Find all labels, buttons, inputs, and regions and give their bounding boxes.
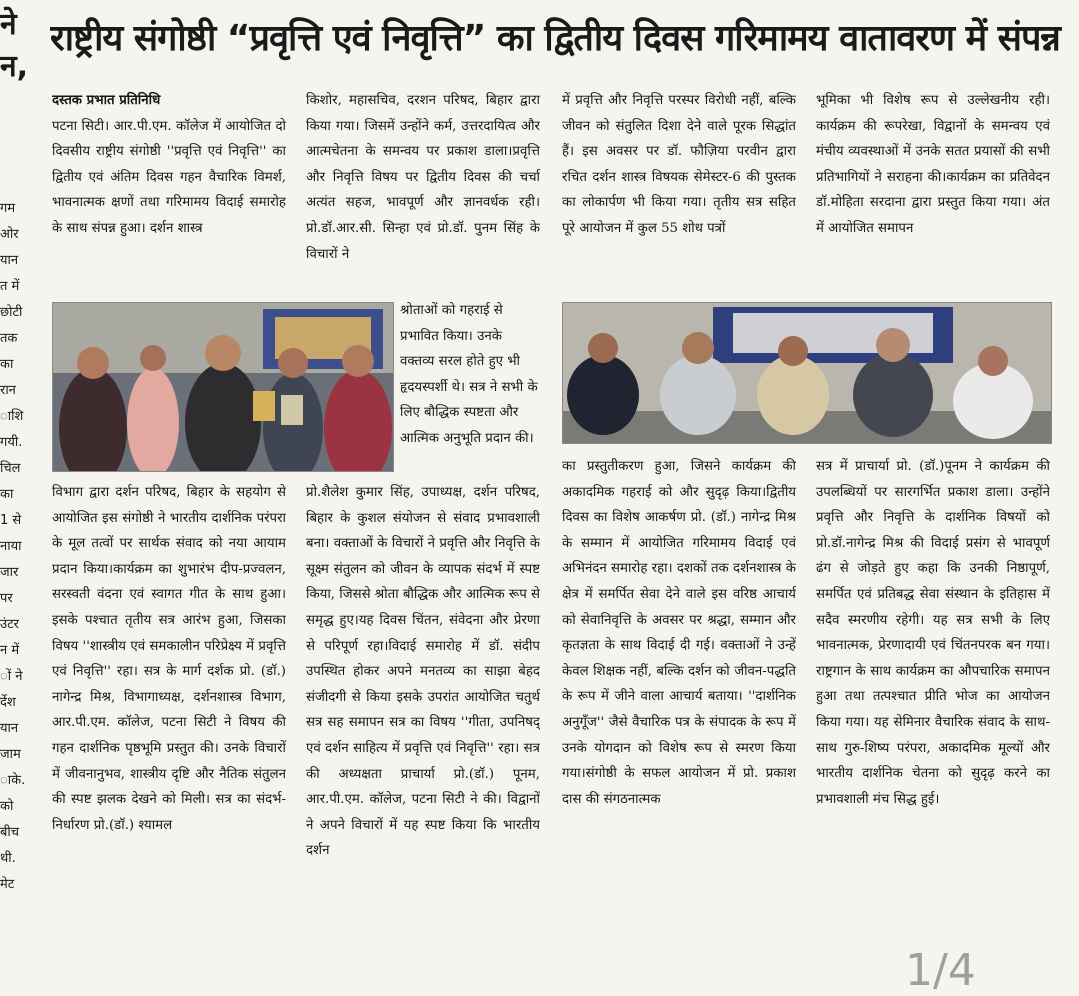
strip-word: को (0, 799, 14, 814)
strip-word: यान (0, 721, 19, 736)
paragraph: पटना सिटी। आर.पी.एम. कॉलेज में आयोजित दो दिवसीय राष्ट्रीय संगोष्ठी ''प्रवृत्ति एवं निवृत्ति'' का द्वितीय एवं अंतिम दिवस गहन वैचारिक विमर्श, भावनात्मक क्षणों तथा गरिमामय विदाई समारोह के साथ संपन्न हुआ। दर्शन शास्त्र (52, 118, 286, 236)
photo-dais-guests-image (563, 303, 1051, 443)
column-2-bottom (306, 480, 540, 980)
strip-word: थी. (0, 851, 16, 866)
paragraph: सत्र में प्राचार्या प्रो. (डॉ.)पूनम ने कार्यक्रम की उपलब्धियों पर सारगर्भित प्रकाश डाला। उन्होंने प्रवृत्ति और निवृत्ति के दार्शनिक विषयों को प्रो.डॉ.नागेन्द्र मिश्र की विदाई प्रसंग से भावपूर्ण ढंग से जोड़ते हुए कहा कि उनकी निष्ठापूर्ण, समर्पित एवं प्रतिबद्ध सेवा संस्थान के इतिहास में सदैव स्मरणीय रहेगी। यह सत्र सभी के लिए भावनात्मक, प्रेरणादायी एवं चिंतनपरक बन गया।राष्ट्रगान के साथ कार्यक्रम का औपचारिक समापन हुआ तथा तत्पश्चात प्रीति भोज का आयोजन किया गया। यह सेमिनार वैचारिक संवाद के साथ-साथ गुरु-शिष्य परंपरा, अकादमिक मूल्यों और भारतीय दार्शनिक चेतना को सुदृढ़ करने का प्रभावशाली मंच सिद्ध हुई। (816, 459, 1050, 807)
strip-word: मेट (0, 877, 15, 892)
column-4-bottom (816, 454, 1050, 980)
column-3-top (562, 88, 796, 298)
paragraph: श्रोताओं को गहराई से प्रभावित किया। उनके वक्तव्य सरल होते हुए भी हृदयस्पर्शी थे। सत्र ने सभी के लिए बौद्धिक स्पष्टता और आत्मिक अनुभूति प्रदान की। (400, 303, 538, 446)
photo-dais-guests (562, 302, 1052, 444)
strip-word: न में (0, 643, 20, 658)
strip-word: उंटर (0, 617, 19, 632)
strip-word: ाशि (0, 409, 24, 424)
strip-word: यान (0, 253, 19, 268)
paragraph: प्रो.शैलेश कुमार सिंह, उपाध्यक्ष, दर्शन परिषद, बिहार के कुशल संयोजन से संवाद प्रभावशाली बना। वक्ताओं के विचारों ने प्रवृत्ति और निवृत्ति के सूक्ष्म संतुलन को जीवन के व्यापक संदर्भ में स्पष्ट किया, जिससे श्रोता बौद्धिक और आत्मिक रूप से समृद्ध हुए।यह दिवस चिंतन, संवेदना और प्रेरणा से परिपूर्ण रहा।विदाई समारोह में डॉ. संदीप उपस्थित होकर अपने मनतव्य का साझा बेहद संजीदगी से किया इसके उपरांत आयोजित चतुर्थ सत्र सह समापन सत्र का विषय ''गीता, उपनिषद् एवं दर्शन साहित्य में प्रवृत्ति एवं निवृत्ति'' रहा। सत्र की अध्यक्षता प्राचार्या प्रो.(डॉ.) पूनम, आर.पी.एम. कॉलेज, पटना सिटी ने की। विद्वानों ने अपने विचारों में यह स्पष्ट किया कि भारतीय दर्शन (306, 485, 540, 859)
strip-word: ाके. (0, 773, 26, 788)
strip-word: जाम (0, 747, 21, 762)
page-counter-watermark: 1/4 (905, 945, 976, 996)
strip-word: न, (0, 49, 29, 84)
paragraph: विभाग द्वारा दर्शन परिषद, बिहार के सहयोग से आयोजित इस संगोष्ठी ने भारतीय दार्शनिक परंपरा के मूल तत्वों पर सार्थक संवाद को नया आयाम प्रदान किया।कार्यक्रम का शुभारंभ दीप-प्रज्वलन, सरस्वती वंदना एवं स्वागत गीत के साथ हुआ। इसके पश्चात तृतीय सत्र आरंभ हुआ, जिसका विषय ''शास्त्रीय एवं समकालीन परिप्रेक्ष्य में प्रवृत्ति एवं निवृत्ति'' रहा। सत्र के मार्ग दर्शक प्रो. (डॉ.) नागेन्द्र मिश्र, विभागाध्यक्ष, दर्शनशास्त्र विभाग, आर.पी.एम. कॉलेज, पटना सिटी ने विषय की गहन दार्शनिक पृष्ठभूमि प्रस्तुत की। उनके विचारों में जीवनानुभव, शास्त्रीय दृष्टि और नैतिक संतुलन की स्पष्ट झलक देखने को मिली। सत्र का संदर्भ-निर्धारण प्रो.(डॉ.) श्यामल (52, 485, 286, 833)
strip-word: ने (0, 7, 17, 42)
strip-word: रान (0, 383, 16, 398)
column-2-wrap (400, 298, 540, 474)
column-2-top (306, 88, 540, 298)
strip-word: का (0, 487, 14, 502)
photo-book-release-image (53, 303, 393, 471)
byline: दस्तक प्रभात प्रतिनिधि (52, 93, 161, 108)
strip-word: ों ने (0, 669, 23, 684)
strip-word: गयी. (0, 435, 23, 450)
column-1-bottom (52, 480, 286, 980)
previous-article-strip (0, 0, 38, 984)
strip-word: जार (0, 565, 19, 580)
paragraph: का प्रस्तुतीकरण हुआ, जिसने कार्यक्रम की अकादमिक गहराई को और सुदृढ़ किया।द्वितीय दिवस का विशेष आकर्षण प्रो. (डॉ.) नागेन्द्र मिश्र के सम्मान में आयोजित गरिमामय विदाई एवं अभिनंदन समारोह रहा। दशकों तक दर्शनशास्त्र के क्षेत्र में समर्पित सेवा देने वाले इस वरिष्ठ आचार्य को सेवानिवृत्ति के अवसर पर श्रद्धा, सम्मान और कृतज्ञता के साथ विदाई दी गई। वक्ताओं ने उन्हें केवल शिक्षक नहीं, बल्कि दर्शन को जीवन-पद्धति के रूप में जीने वाला आचार्य बताया। ''दार्शनिक अनुगूँज'' जैसे वैचारिक पत्र के संपादक के रूप में उनके योगदान को विशेष रूप से स्मरण किया गया।संगोष्ठी के सफल आयोजन में प्रो. प्रकाश दास की संगठनात्मक (562, 459, 796, 807)
article-headline: राष्ट्रीय संगोष्ठी “प्रवृत्ति एवं निवृत्ति” का द्वितीय दिवस गरिमामय वातावरण में संपन्न (50, 18, 1060, 59)
strip-word: बीच (0, 825, 20, 840)
paragraph: भूमिका भी विशेष रूप से उल्लेखनीय रही। कार्यक्रम की रूपरेखा, विद्वानों के समन्वय एवं मंचीय व्यवस्थाओं में उनके सतत प्रयासों की सभी प्रतिभागियों ने सराहना की।कार्यक्रम का प्रतिवेदन डॉ.मोहिता सरदाना द्वारा प्रस्तुत किया गया। अंत में आयोजित समापन (816, 93, 1050, 236)
strip-word: 1 से (0, 513, 22, 528)
column-3-bottom (562, 454, 796, 980)
strip-word: गम (0, 201, 16, 216)
strip-word: ओर (0, 227, 19, 242)
paragraph: किशोर, महासचिव, दरशन परिषद, बिहार द्वारा किया गया। जिसमें उन्होंने कर्म, उत्तरदायित्व और आत्मचेतना के समन्वय पर प्रकाश डाला।प्रवृत्ति और निवृत्ति विषय पर द्वितीय दिवस की चर्चा अत्यंत सहज, भावपूर्ण और ज्ञानवर्धक रही। प्रो.डॉ.आर.सी. सिन्हा एवं प्रो.डॉ. पुनम सिंह के विचारों ने (306, 93, 540, 262)
strip-word: छोटी (0, 305, 23, 320)
strip-word: का (0, 357, 14, 372)
strip-word: तक (0, 331, 18, 346)
photo-book-release (52, 302, 394, 472)
strip-word: र्देश (0, 695, 16, 710)
strip-word: नाया (0, 539, 22, 554)
paragraph: में प्रवृत्ति और निवृत्ति परस्पर विरोधी नहीं, बल्कि जीवन को संतुलित दिशा देने वाले पूरक सिद्धांत हैं। इस अवसर पर डॉ. फौज़िया परवीन द्वारा रचित दर्शन शास्त्र विषयक सेमेस्टर-6 की पुस्तक का लोकार्पण भी किया गया। तृतीय सत्र सहित पूरे आयोजन में कुल 55 शोध पत्रों (562, 93, 796, 236)
column-1-top (52, 88, 286, 298)
strip-word: पर (0, 591, 13, 606)
column-4-top (816, 88, 1050, 298)
strip-word: त में (0, 279, 20, 294)
strip-word: चिल (0, 461, 21, 476)
